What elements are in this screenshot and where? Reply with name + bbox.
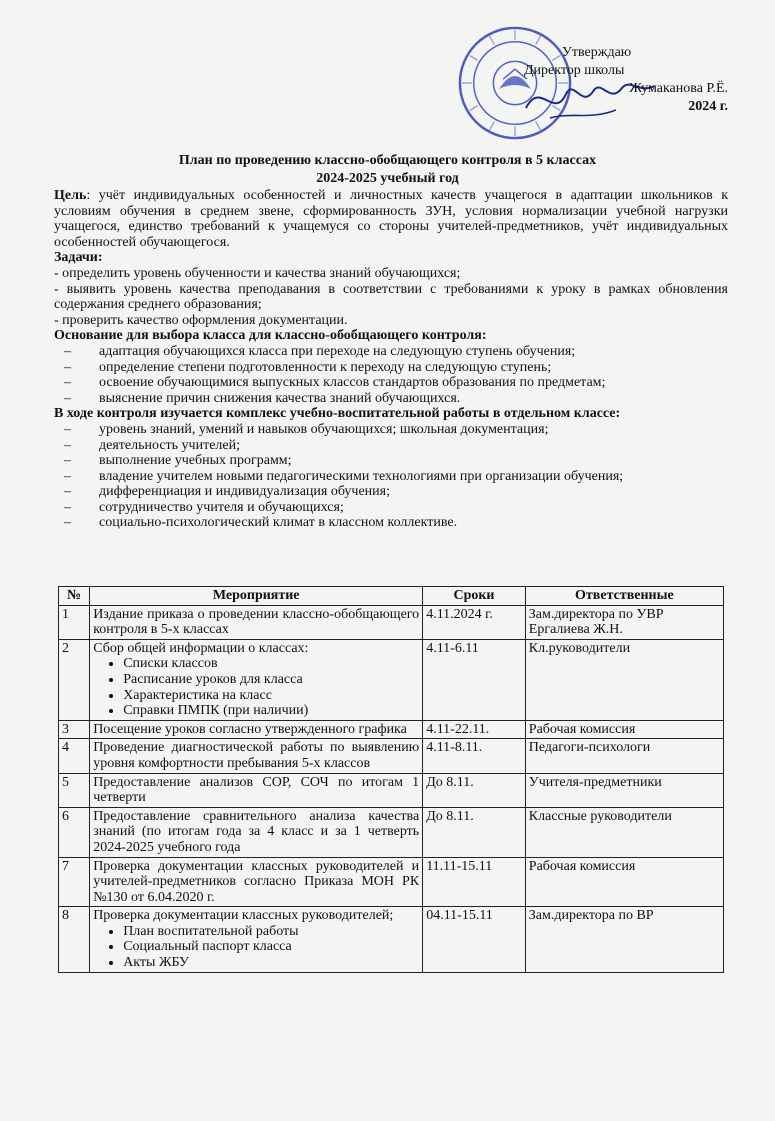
bullet-item: • План воспитательной работы: [123, 924, 419, 940]
basis-item: – выяснение причин снижения качества знаний обучающихся.: [54, 391, 728, 407]
study-item: – сотрудничество учителя и обучающихся;: [54, 500, 728, 516]
row-dates: 4.11-22.11.: [423, 720, 526, 739]
bullet-item: • Характеристика на класс: [123, 688, 419, 704]
study-list: [54, 422, 728, 531]
row-event: Предоставление сравнительного анализа качества знаний (по итогам года за 4 класс и за 1 четверть 2024-2025 учебного года: [90, 807, 423, 857]
study-item: – дифференциация и индивидуализация обучения;: [54, 484, 728, 500]
tasks-label: Задачи:: [54, 250, 103, 266]
row-responsible: Рабочая комиссия: [525, 720, 723, 739]
goal-text: : учёт индивидуальных особенностей и личностных качеств учащегося в адаптации школьников к условиям обучения в среднем звене, сформированность ЗУН, условия нормализации учебной нагрузки учащегося, единство требований к учащемуся со стороны учителей-предметников, учёт индивидуальных особенностей обучающегося.: [54, 188, 728, 250]
row-event: Издание приказа о проведении классно-обобщающего контроля в 5-х классах: [90, 605, 423, 639]
row-event: Предоставление анализов СОР, СОЧ по итогам 1 четверти: [90, 773, 423, 807]
task-item: - выявить уровень качества преподавания в соответствии с требованиями к уроку в рамках обновления содержания среднего образования;: [54, 281, 728, 313]
task-item: - проверить качество оформления документации.: [54, 312, 348, 328]
approval-block: [500, 44, 728, 116]
row-event-bullets: [93, 924, 419, 971]
table-row: [59, 639, 724, 720]
goal-label: Цель: [54, 188, 87, 203]
row-responsible: Классные руководители: [525, 807, 723, 857]
row-event-bullets: [93, 656, 419, 718]
approve-position: Директор школы: [524, 63, 625, 78]
row-number: 6: [59, 807, 90, 857]
title-line-1: План по проведению классно-обобщающего контроля в 5 классах: [178, 153, 597, 168]
approve-date: 2024 г.: [688, 99, 728, 114]
bullet-item: • Справки ПМПК (при наличии): [123, 703, 419, 719]
table-row: [59, 807, 724, 857]
header-responsible: Ответственные: [525, 587, 723, 606]
basis-list: [54, 344, 728, 406]
goal-paragraph: [54, 188, 728, 250]
basis-item: – адаптация обучающихся класса при переходе на следующую ступень обучения;: [54, 344, 728, 360]
task-item: - определить уровень обученности и качества знаний обучающихся;: [54, 265, 461, 281]
document-body: [54, 188, 728, 531]
table-row: [59, 720, 724, 739]
bullet-item: • Социальный паспорт класса: [123, 939, 419, 955]
table-header-row: [59, 587, 724, 606]
basis-item: – освоение обучающимися выпускных классов стандартов образования по предметам;: [54, 375, 728, 391]
row-responsible: Рабочая комиссия: [525, 857, 723, 907]
study-item: – уровень знаний, умений и навыков обучающихся; школьная документация;: [54, 422, 728, 438]
table-row: [59, 857, 724, 907]
bullet-item: • Акты ЖБУ: [123, 955, 419, 971]
row-responsible: Зам.директора по УВР Ергалиева Ж.Н.: [525, 605, 723, 639]
plan-table: [58, 586, 724, 973]
row-number: 5: [59, 773, 90, 807]
basis-label: Основание для выбора класса для классно-обобщающего контроля:: [54, 328, 487, 344]
title-line-2: 2024-2025 учебный год: [316, 171, 459, 186]
row-responsible: Учителя-предметники: [525, 773, 723, 807]
table-row: [59, 907, 724, 972]
row-event: [90, 907, 423, 972]
study-label: В ходе контроля изучается комплекс учебно-воспитательной работы в отдельном классе:: [54, 406, 621, 422]
table-row: [59, 739, 724, 773]
row-responsible: Зам.директора по ВР: [525, 907, 723, 972]
approve-name: Жумаканова Р.Ё.: [629, 81, 728, 96]
study-item: – владение учителем новыми педагогическими технологиями при организации обучения;: [54, 469, 728, 485]
row-event: [90, 639, 423, 720]
study-item: – социально-психологический климат в классном коллективе.: [54, 515, 728, 531]
row-dates: 4.11-8.11.: [423, 739, 526, 773]
row-number: 1: [59, 605, 90, 639]
row-dates: 04.11-15.11: [423, 907, 526, 972]
row-event: Проведение диагностической работы по выявлению уровня комфортности пребывания 5-х классов: [90, 739, 423, 773]
study-item: – деятельность учителей;: [54, 438, 728, 454]
row-responsible: Кл.руководители: [525, 639, 723, 720]
row-number: 3: [59, 720, 90, 739]
bullet-item: • Расписание уроков для класса: [123, 672, 419, 688]
row-dates: До 8.11.: [423, 773, 526, 807]
row-number: 7: [59, 857, 90, 907]
row-dates: 4.11.2024 г.: [423, 605, 526, 639]
header-number: №: [59, 587, 90, 606]
table-row: [59, 773, 724, 807]
row-dates: До 8.11.: [423, 807, 526, 857]
row-number: 4: [59, 739, 90, 773]
row-responsible: Педагоги-психологи: [525, 739, 723, 773]
approve-heading: Утверждаю: [562, 45, 632, 60]
row-dates: 11.11-15.11: [423, 857, 526, 907]
row-dates: 4.11-6.11: [423, 639, 526, 720]
row-event-text: Сбор общей информации о классах:: [93, 640, 309, 656]
bullet-item: • Списки классов: [123, 656, 419, 672]
document-title: [0, 152, 775, 188]
basis-item: – определение степени подготовленности к переходу на следующую ступень;: [54, 360, 728, 376]
row-event: Проверка документации классных руководителей и учителей-предметников согласно Приказа МОН РК №130 от 6.04.2020 г.: [90, 857, 423, 907]
header-dates: Сроки: [423, 587, 526, 606]
row-event: Посещение уроков согласно утвержденного графика: [90, 720, 423, 739]
study-item: – выполнение учебных программ;: [54, 453, 728, 469]
row-number: 2: [59, 639, 90, 720]
header-event: Мероприятие: [90, 587, 423, 606]
row-number: 8: [59, 907, 90, 972]
table-row: [59, 605, 724, 639]
row-event-text: Проверка документации классных руководителей;: [93, 908, 394, 924]
